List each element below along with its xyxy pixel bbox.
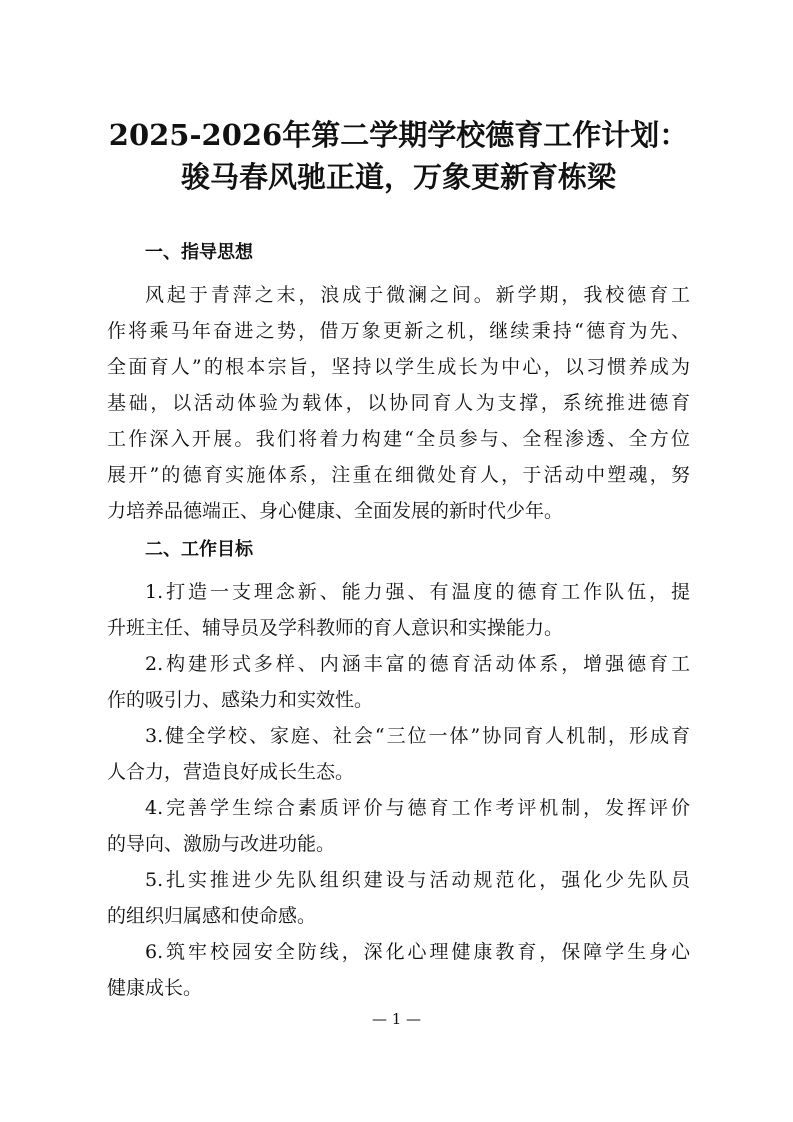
document-title-line-1: 2025-2026年第二学期学校德育工作计划：: [108, 118, 689, 152]
paragraph: [107, 718, 690, 790]
paragraph: [107, 862, 690, 934]
text-line: 全面育人”的根本宗旨，坚持以学生成长为中心，以习惯养成为: [107, 356, 690, 378]
section-heading: 二、工作目标: [145, 539, 253, 560]
document-title-line-2: 骏马春风驰正道，万象更新育栋梁: [180, 160, 616, 194]
text-line: 作的吸引力、感染力和实效性。: [107, 689, 374, 711]
text-line: 4.完善学生综合素质评价与德育工作考评机制，发挥评价: [145, 797, 690, 819]
text-line: 5.扎实推进少先队组织建设与活动规范化，强化少先队员: [145, 869, 690, 891]
text-line: 作将乘马年奋进之势，借万象更新之机，继续秉持“德育为先、: [107, 320, 690, 342]
text-line: 的导向、激励与改进功能。: [107, 833, 336, 855]
paragraph: [107, 934, 690, 1006]
paragraph: [107, 574, 690, 646]
text-line: 6.筑牢校园安全防线，深化心理健康教育，保障学生身心: [145, 941, 690, 963]
text-line: 1.打造一支理念新、能力强、有温度的德育工作队伍，提: [145, 581, 690, 603]
text-line: 基础，以活动体验为载体，以协同育人为支撑，系统推进德育: [107, 392, 690, 414]
section-heading: 一、指导思想: [145, 242, 253, 263]
text-line: 健康成长。: [107, 977, 203, 999]
text-line: 3.健全学校、家庭、社会“三位一体”协同育人机制，形成育: [145, 725, 690, 747]
paragraph: [107, 790, 690, 862]
text-line: 2.构建形式多样、内涵丰富的德育活动体系，增强德育工: [145, 653, 690, 675]
text-line: 工作深入开展。我们将着力构建“全员参与、全程渗透、全方位: [107, 428, 690, 450]
text-line: 升班主任、辅导员及学科教师的育人意识和实操能力。: [107, 617, 564, 639]
text-line: 展开”的德育实施体系，注重在细微处育人，于活动中塑魂，努: [107, 464, 690, 486]
page-number: — 1 —: [371, 1010, 422, 1028]
paragraph: [107, 277, 690, 529]
text-line: 的组织归属感和使命感。: [107, 905, 317, 927]
text-line: 人合力，营造良好成长生态。: [107, 761, 355, 783]
text-line: 风起于青萍之末，浪成于微澜之间。新学期，我校德育工: [145, 284, 690, 306]
text-line: 力培养品德端正、身心健康、全面发展的新时代少年。: [107, 500, 564, 522]
paragraph: [107, 646, 690, 718]
